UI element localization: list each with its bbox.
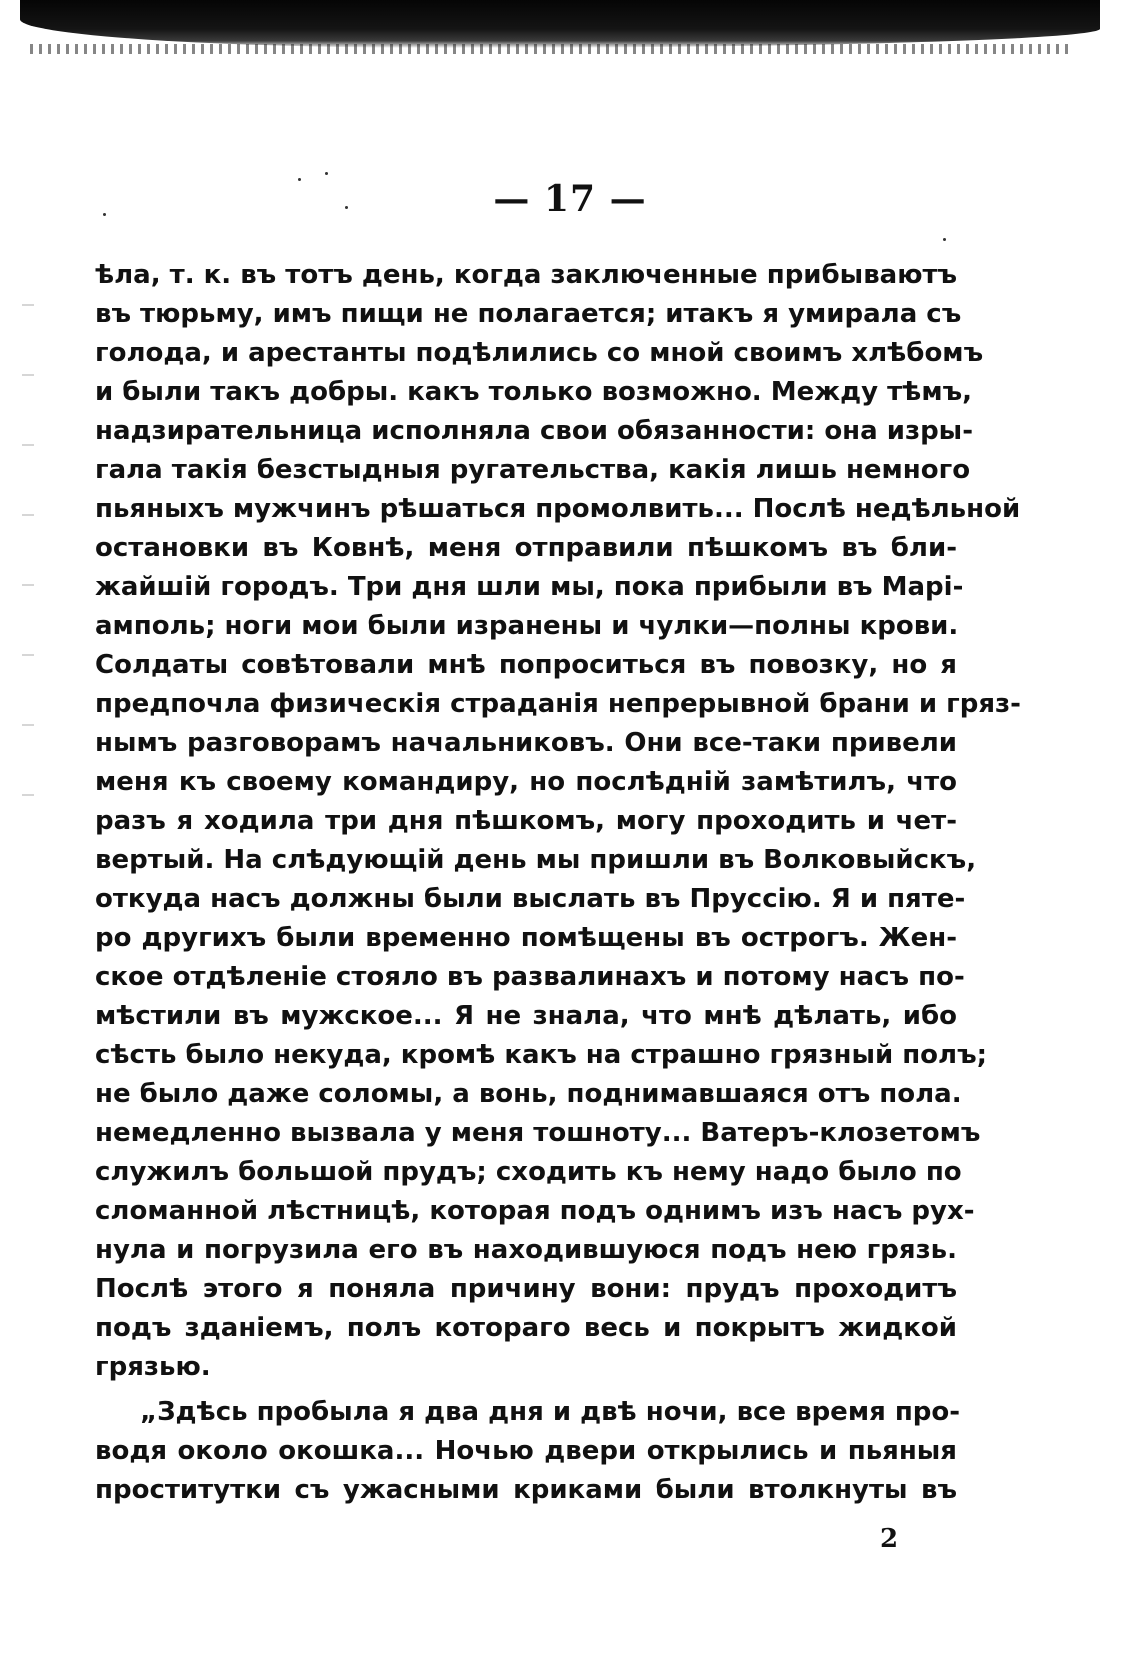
scan-margin-marks	[22, 260, 34, 820]
text-line: ѣла, т. к. въ тотъ день, когда заключенные прибываютъ	[95, 260, 958, 290]
text-line: ское отдѣленіе стояло въ развалинахъ и потому насъ по-	[95, 962, 965, 992]
text-line: въ тюрьму, имъ пищи не полагается; итакъ я умирала съ	[95, 299, 962, 329]
text-line: откуда насъ должны были выслать въ Пруссію. Я и пяте-	[95, 884, 966, 914]
text-line: амполь; ноги мои были изранены и чулки—полны крови.	[95, 611, 959, 641]
text-line: пьяныхъ мужчинъ рѣшаться промолвить... Послѣ недѣльной	[95, 494, 1021, 524]
text-line: остановки въ Ковнѣ, меня отправили пѣшкомъ въ бли-	[95, 533, 957, 563]
text-line: меня къ своему командиру, но послѣдній замѣтилъ, что	[95, 767, 957, 797]
scan-edge-smudge	[20, 0, 1100, 48]
text-line: и были такъ добры. какъ только возможно. Между тѣмъ,	[95, 377, 972, 407]
text-line: мѣстили въ мужское... Я не знала, что мнѣ дѣлать, ибо	[95, 1001, 957, 1031]
text-line: предпочла физическія страданія непрерывной брани и гряз-	[95, 689, 1021, 719]
text-line: жайшій городъ. Три дня шли мы, пока прибыли въ Марі-	[95, 572, 964, 602]
page-number: — 17 —	[493, 178, 647, 220]
text-line: грязью.	[95, 1352, 211, 1382]
signature-mark: 2	[880, 1524, 899, 1554]
text-line: „Здѣсь пробыла я два дня и двѣ ночи, все время про-	[140, 1397, 961, 1427]
text-line: Солдаты совѣтовали мнѣ попроситься въ повозку, но я	[95, 650, 957, 680]
scan-speck	[325, 172, 328, 175]
scan-speck	[943, 238, 946, 241]
text-line: подъ зданіемъ, полъ котораго весь и покрытъ жидкой	[95, 1313, 957, 1343]
text-line: разъ я ходила три дня пѣшкомъ, могу проходить и чет-	[95, 806, 957, 836]
text-line: вертый. На слѣдующій день мы пришли въ Волковыйскъ,	[95, 845, 977, 875]
text-line: сломанной лѣстницѣ, которая подъ однимъ изъ насъ рух-	[95, 1196, 975, 1226]
text-line: гала такія безстыдныя ругательства, какія лишь немного	[95, 455, 971, 485]
text-line: сѣсть было некуда, кромѣ какъ на страшно грязный полъ;	[95, 1040, 988, 1070]
text-line: нымъ разговорамъ начальниковъ. Они все-таки привели	[95, 728, 957, 758]
text-line: надзирательница исполняла свои обязанности: она изры-	[95, 416, 973, 446]
text-line: служилъ большой прудъ; сходить къ нему надо было по	[95, 1157, 962, 1187]
body-text	[95, 256, 1021, 1510]
text-line: нула и погрузила его въ находившуюся подъ нею грязь.	[95, 1235, 957, 1265]
text-line: проститутки съ ужасными криками были втолкнуты въ	[95, 1475, 957, 1505]
text-line: немедленно вызвала у меня тошноту... Ватеръ-клозетомъ	[95, 1118, 981, 1148]
text-line: не было даже соломы, а вонь, поднимавшаяся отъ пола.	[95, 1079, 962, 1109]
text-line: водя около окошка... Ночью двери открылись и пьяныя	[95, 1436, 957, 1466]
text-line: Послѣ этого я поняла причину вони: прудъ проходитъ	[95, 1274, 957, 1304]
text-line: ро другихъ были временно помѣщены въ острогъ. Жен-	[95, 923, 957, 953]
text-line: голода, и арестанты подѣлились со мной своимъ хлѣбомъ	[95, 338, 984, 368]
